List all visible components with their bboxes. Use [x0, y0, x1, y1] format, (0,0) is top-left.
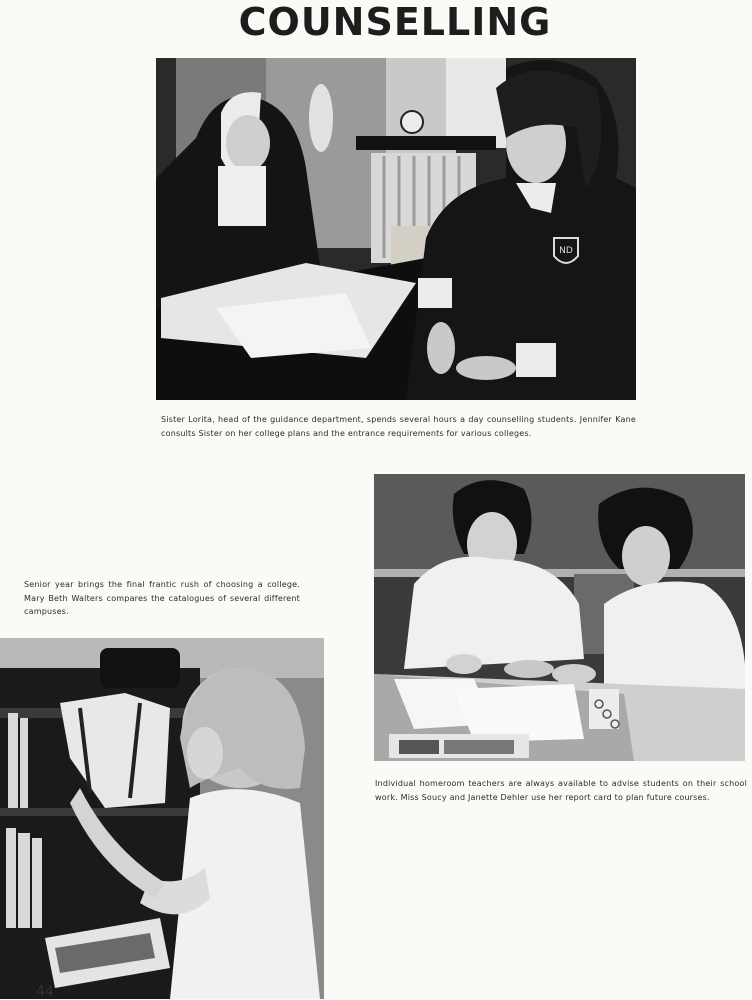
caption-middle-left: Senior year brings the final frantic rush of choosing a college. Mary Beth Walters compares the catalogues of several different campuses. [24, 580, 300, 616]
caption-top: Sister Lorita, head of the guidance department, spends several hours a day counselling students. Jennifer Kane consults Sister on her college plans and the entrance requirements for various colleges. [161, 415, 636, 438]
photo-catalogues [0, 638, 324, 999]
page-title: COUNSELLING [238, 0, 552, 44]
caption-right: Individual homeroom teachers are always available to advise students on their school work. Miss Soucy and Janette Dehler use her report card to plan future courses. [375, 779, 747, 802]
photo-homeroom-teachers [374, 474, 745, 761]
page-number: 44 [36, 984, 54, 1000]
crest-badge: ND [559, 246, 573, 256]
photo-guidance-counselling [156, 58, 636, 400]
